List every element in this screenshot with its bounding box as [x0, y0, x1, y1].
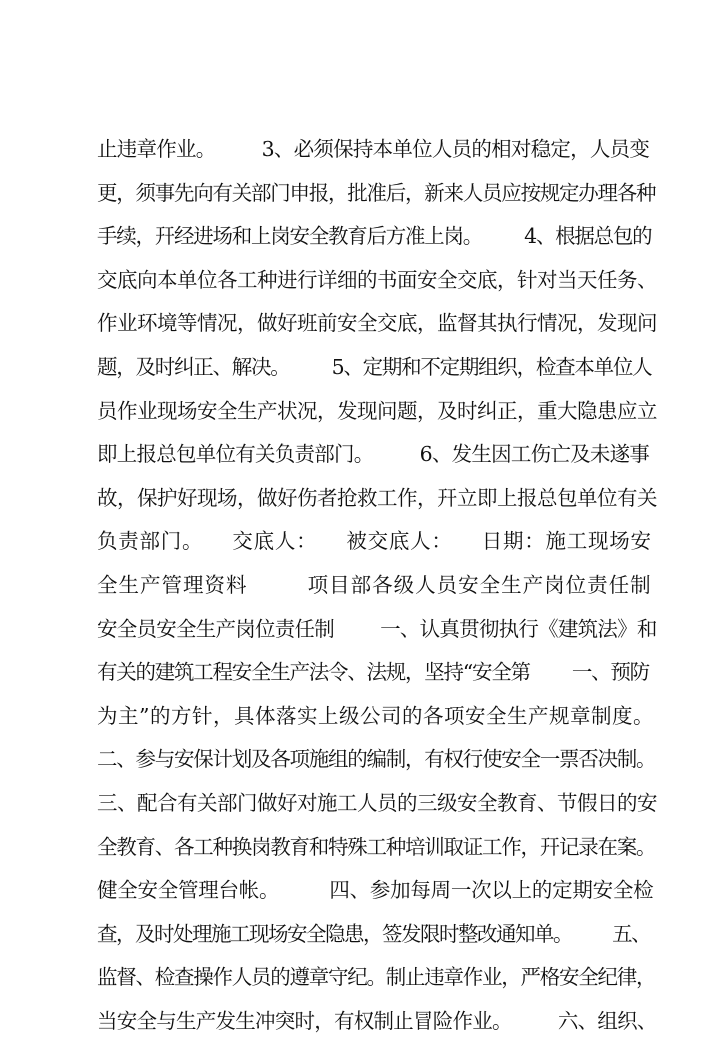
text-line: 员作业现场安全生产状况，发现问题，及时纠正，重大隐患应立	[97, 398, 657, 423]
text-line: 当安全与生产发生冲突时，有权制止冒险作业。 六、组织、	[97, 1008, 657, 1033]
text-line: 负责部门。 交底人： 被交底人： 日期：施工现场安	[97, 529, 652, 554]
text-line: 更，须事先向有关部门申报，批准后，新来人员应按规定办理各种	[97, 180, 656, 205]
text-line: 安全员安全生产岗位责任制 一、认真贯彻执行《建筑法》和	[97, 616, 657, 641]
text-line: 全教育、各工种换岗教育和特殊工种培训取证工作，幵记录在案。	[97, 834, 656, 859]
body-text	[97, 128, 657, 1043]
text-line: 即上报总包单位有关负责部门。 6、发生因工伤亡及未遂事	[97, 442, 650, 467]
text-line: 交底向本单位各工种进行详细的书面安全交底，针对当天任务、	[97, 267, 657, 292]
text-line: 为主”的方针，具体落实上级公司的各项安全生产规章制度。	[97, 703, 654, 728]
text-line: 止违章作业。 3、必须保持本单位人员的相对稳定，人员变	[97, 137, 650, 161]
text-line: 二、参与安保计划及各项施组的编制，有权行使安全一票否决制。	[97, 747, 656, 772]
text-line: 三、配合有关部门做好对施工人员的三级安全教育、节假日的安	[97, 790, 657, 815]
text-line: 故，保护好现场，做好伤者抢救工作，幵立即上报总包单位有关	[97, 485, 657, 510]
text-line: 健全安全管理台帐。 四、参加每周一次以上的定期安全检	[97, 878, 654, 903]
text-line: 全生产管理资料 项目部各级人员安全生产岗位责任制	[97, 572, 652, 597]
text-line: 有关的建筑工程安全生产法令、法规，坚持“安全第 一、预防	[97, 660, 649, 685]
text-line: 作业环境等情况，做好班前安全交底，监督其执行情况，发现问	[97, 311, 657, 336]
text-line: 手续，幵经进场和上岗安全教育后方准上岗。 4、根据总包的	[97, 224, 652, 249]
text-line: 监督、检查操作人员的遵章守纪。制止违章作业，严格安全纪律，	[97, 965, 656, 990]
text-line: 题，及时纠正、解决。 5、定期和不定期组织，检查本单位人	[97, 354, 652, 379]
text-line: 查，及时处理施工现场安全隐患，签发限时整改通知单。 五、	[97, 921, 651, 946]
